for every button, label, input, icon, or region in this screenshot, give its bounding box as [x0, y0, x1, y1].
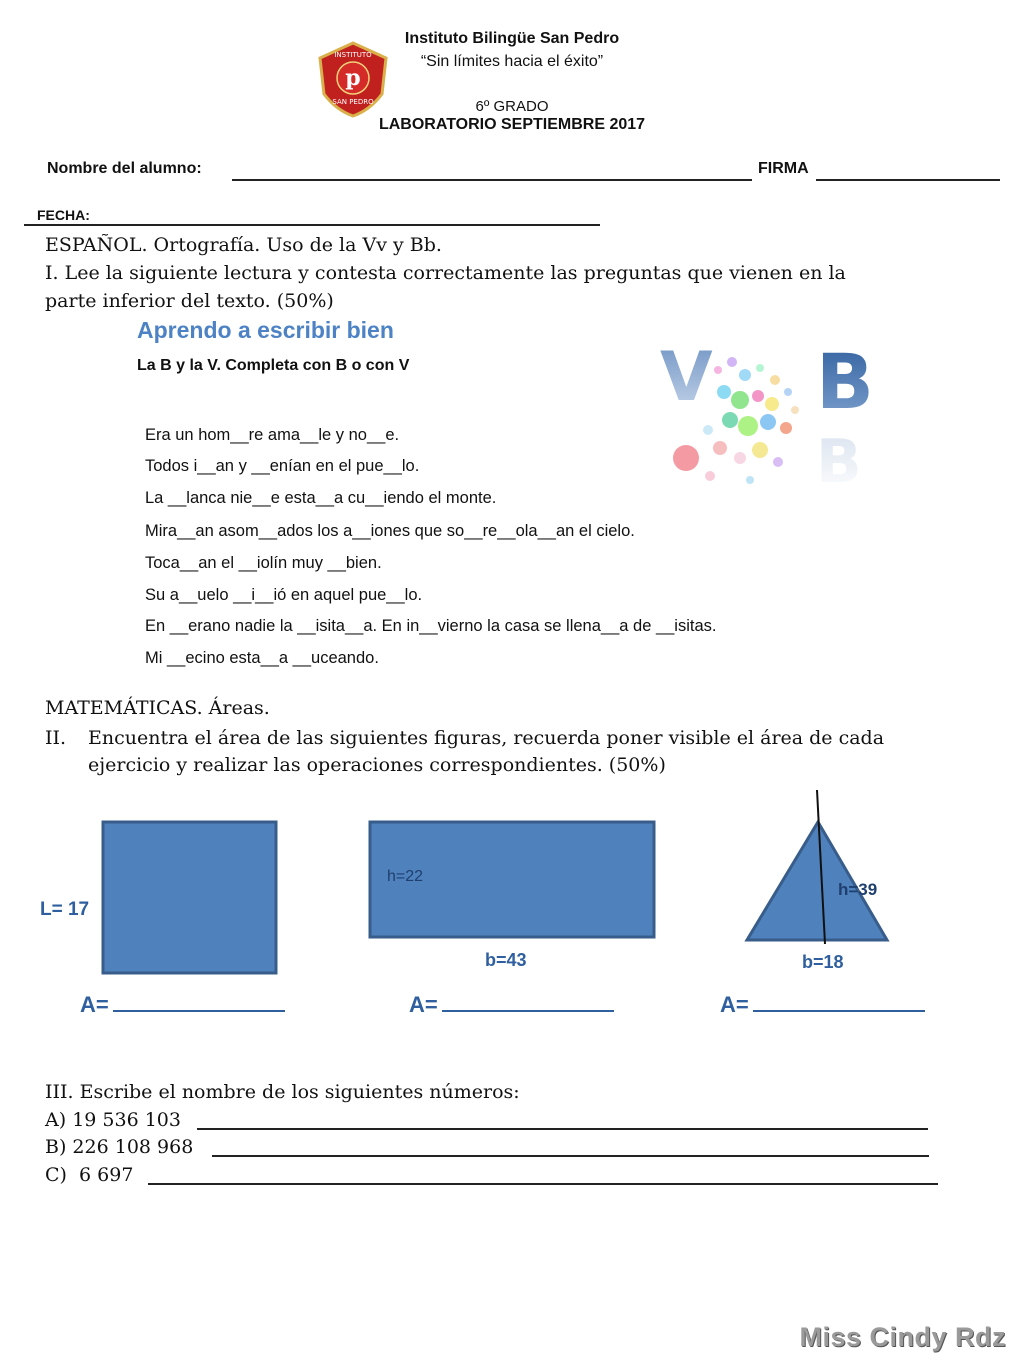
matematicas-title: MATEMÁTICAS. Áreas.	[45, 697, 270, 719]
firma-field[interactable]	[816, 160, 1000, 181]
square-side-label: L= 17	[40, 899, 90, 920]
sentence-2: Todos i__an y __enían en el pue__lo.	[145, 457, 420, 475]
sentence-7: En __erano nadie la __isita__a. En in__vierno la casa se llena__a de __isitas.	[145, 617, 717, 635]
triangle-area-answer[interactable]	[720, 992, 925, 1018]
sentence-4: Mira__an asom__ados los a__iones que so__re__ola__an el cielo.	[145, 522, 635, 540]
numero-c-answer-line[interactable]	[148, 1165, 938, 1185]
triangle-area-line[interactable]	[753, 994, 925, 1012]
numero-a-value: 19 536 103	[72, 1109, 181, 1131]
numero-a	[45, 1106, 181, 1134]
numero-b	[45, 1133, 193, 1161]
rectangle-height-label: h=22	[387, 868, 424, 885]
sentence-5: Toca__an el __iolín muy __bien.	[145, 554, 382, 572]
logo-text-bottom: SAN PEDRO	[332, 98, 374, 106]
triangle-base-label: b=18	[802, 952, 844, 972]
triangle-height-label: h=39	[838, 880, 878, 899]
espanol-instruction-line2: parte inferior del texto. (50%)	[45, 290, 334, 312]
square-area-answer[interactable]	[80, 992, 285, 1018]
rectangle-area-line[interactable]	[442, 994, 614, 1012]
numero-a-letter: A)	[45, 1109, 67, 1131]
logo-text-top: INSTITUTO	[334, 51, 372, 59]
rectangle-area-label: A=	[409, 992, 438, 1017]
sentence-1: Era un hom__re ama__le y no__e.	[145, 426, 400, 444]
matematicas-instruction-line2: ejercicio y realizar las operaciones correspondientes. (50%)	[88, 754, 666, 776]
numeros-title: III. Escribe el nombre de los siguientes números:	[45, 1081, 520, 1103]
fecha-label: FECHA:	[37, 207, 90, 223]
numero-a-answer-line[interactable]	[197, 1110, 928, 1130]
sentence-8: Mi __ecino esta__a __uceando.	[145, 649, 379, 667]
grade-label: 6º GRADO	[475, 98, 549, 115]
letter-b: B	[816, 337, 874, 426]
numero-c-letter: C)	[45, 1164, 67, 1186]
espanol-instruction-line1: I. Lee la siguiente lectura y contesta correctamente las preguntas que vienen en la	[45, 262, 846, 284]
numero-b-answer-line[interactable]	[212, 1137, 929, 1157]
letter-v: V	[660, 338, 713, 417]
card-subtitle: La B y la V. Completa con B o con V	[137, 357, 410, 374]
matematicas-instruction-num: II.	[45, 727, 67, 749]
sentence-3: La __lanca nie__e esta__a cu__iendo el monte.	[145, 489, 497, 507]
fecha-field[interactable]	[24, 206, 600, 226]
school-motto: “Sin límites hacia el éxito”	[420, 53, 604, 70]
square-area-line[interactable]	[113, 994, 285, 1012]
firma-label: FIRMA	[758, 160, 809, 177]
logo-letter: p	[345, 65, 361, 91]
square-shape	[103, 822, 276, 973]
watermark: Miss Cindy Rdz	[799, 1322, 1006, 1352]
matematicas-instruction-line1: Encuentra el área de las siguientes figuras, recuerda poner visible el área de cada	[88, 727, 885, 749]
numero-b-value: 226 108 968	[72, 1136, 194, 1158]
square-area-label: A=	[80, 992, 109, 1017]
lab-title: LABORATORIO SEPTIEMBRE 2017	[378, 116, 646, 133]
rectangle-base-label: b=43	[485, 950, 527, 970]
letter-b-reflection: B	[816, 427, 862, 497]
rectangle-area-answer[interactable]	[409, 992, 614, 1018]
school-name: Instituto Bilingüe San Pedro	[404, 30, 620, 47]
triangle-area-label: A=	[720, 992, 749, 1017]
numero-c	[45, 1161, 133, 1189]
name-field[interactable]	[232, 160, 752, 181]
card-title: Aprendo a escribir bien	[137, 317, 394, 343]
numero-b-letter: B)	[45, 1136, 67, 1158]
bubbles-illustration	[650, 330, 874, 500]
espanol-title: ESPAÑOL. Ortografía. Uso de la Vv y Bb.	[45, 234, 442, 256]
sentence-6: Su a__uelo __i__ió en aquel pue__lo.	[145, 586, 423, 604]
name-label: Nombre del alumno:	[47, 160, 202, 177]
numero-c-value: 6 697	[73, 1164, 134, 1186]
